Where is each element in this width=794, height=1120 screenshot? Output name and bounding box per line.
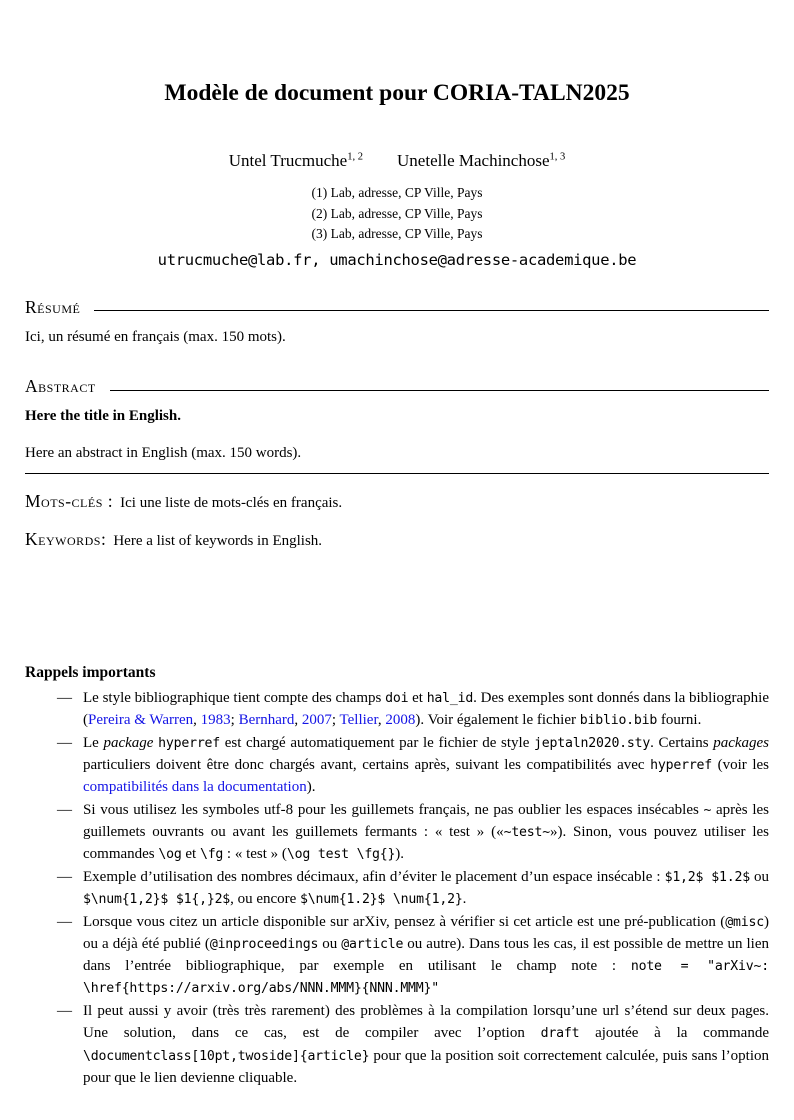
- abstract-rule: [110, 390, 769, 391]
- inline-code: @inproceedings: [209, 937, 319, 953]
- resume-rule: [94, 310, 769, 311]
- abstract-text: Here an abstract in English (max. 150 words).: [25, 443, 769, 474]
- item-bullet: —: [57, 869, 72, 886]
- section-title: Rappels importants: [25, 663, 156, 681]
- inline-code: $\num{1,2}$ $1{,}2$: [83, 892, 231, 908]
- emphasis-text: packages: [713, 734, 769, 751]
- item-text: Il peut aussi y avoir (très très rarement) des problèmes à la compilation lorsqu’une url s’étend sur deux pages. Une solution, dans ce cas, est de compiler avec l’option draft ajoutée à la commande \documentclass[10pt,twoside]{article} pour que la position soit correctement calculée, puis sans l’option pour que le lien devienne cliquable.: [83, 1003, 769, 1086]
- hyperlink[interactable]: Tellier: [339, 711, 378, 728]
- inline-code: ~test~: [503, 825, 551, 841]
- author-emails: utrucmuche@lab.fr, umachinchose@adresse-academique.be: [157, 250, 637, 269]
- hyperlink[interactable]: compatibilités dans la documentation: [83, 778, 307, 795]
- affiliation-1: (1) Lab, adresse, CP Ville, Pays: [311, 185, 483, 200]
- list-item: [57, 687, 769, 731]
- author-1-affiliation-marks: 1, 2: [347, 151, 364, 163]
- item-text: Lorsque vous citez un article disponible sur arXiv, pensez à vérifier si cet article est une pré-publication (@misc) ou a déjà été publié (@inproceedings ou @article ou autre). Dans tous les cas, il est possible de mettre un lien dans l’entrée bibliographique, par exemple en utilisant le champ note : note = "arXiv~: \href{https://arxiv.org/abs/NNN.MMM}{NNN.MMM}": [83, 914, 770, 997]
- resume-text: Ici, un résumé en français (max. 150 mots).: [25, 328, 286, 345]
- author-1-name: Untel Trucmuche: [228, 151, 348, 170]
- keywords-line: [25, 529, 769, 550]
- inline-code: doi: [385, 690, 409, 706]
- keywords-label: Keywords:: [25, 528, 107, 549]
- author-2: [397, 151, 565, 170]
- hyperlink[interactable]: 1983: [200, 711, 231, 728]
- motscles-line: [25, 491, 769, 512]
- motscles-text: Ici une liste de mots-clés en français.: [120, 494, 343, 511]
- list-item: [57, 1000, 769, 1088]
- inline-code: \og: [158, 847, 182, 863]
- item-text: Le package hyperref est chargé automatiquement par le fichier de style jeptaln2020.sty. Certains packages particuliers doivent être donc chargés avant, certains après, suivant les compatibilités avec hyperref (voir les compatibilités dans la documentation).: [83, 734, 769, 795]
- affiliation-3: (3) Lab, adresse, CP Ville, Pays: [311, 226, 483, 241]
- item-text: Si vous utilisez les symboles utf-8 pour les guillemets français, ne pas oublier les espaces insécables ~ après les guillemets ouvrants ou avant les guillemets fermants : « test » («~test~»). Sinon, vous pouvez utiliser les commandes \og et \fg : « test » (\og test \fg{}).: [83, 801, 769, 863]
- inline-code: \fg: [199, 847, 224, 863]
- emphasis-text: package: [103, 734, 154, 751]
- inline-code: biblio.bib: [579, 712, 658, 728]
- author-2-affiliation-marks: 1, 3: [549, 151, 566, 163]
- inline-code: jeptaln2020.sty: [534, 735, 651, 751]
- inline-code: \documentclass[10pt,twoside]{article}: [83, 1048, 370, 1064]
- list-item: [57, 866, 769, 910]
- item-text: Le style bibliographique tient compte des champs doi et hal_id. Des exemples sont donnés dans la bibliographie (Pereira & Warren, 1983; Bernhard, 2007; Tellier, 2008). Voir également le fichier biblio.bib fourni.: [83, 689, 769, 728]
- hyperlink[interactable]: 2008: [385, 711, 416, 728]
- inline-code: $\num{1.2}$ \num{1,2}: [300, 892, 463, 908]
- item-bullet: —: [57, 801, 72, 818]
- item-bullet: —: [57, 689, 72, 706]
- paper-title: Modèle de document pour CORIA-TALN2025: [164, 80, 630, 106]
- inline-code: hal_id: [426, 690, 474, 706]
- inline-code: $1,2$ $1.2$: [664, 870, 750, 886]
- list-item: [57, 911, 769, 999]
- author-2-name: Unetelle Machinchose: [397, 151, 550, 170]
- inline-code: @misc: [725, 915, 764, 931]
- author-1: [229, 151, 363, 170]
- hyperlink[interactable]: 2007: [301, 711, 332, 728]
- item-text: Exemple d’utilisation des nombres décimaux, afin d’éviter le placement d’un espace insécable : $1,2$ $1.2$ ou $\num{1,2}$ $1{,}2$, ou encore $\num{1.2}$ \num{1,2}.: [83, 869, 769, 908]
- inline-code: hyperref: [158, 735, 221, 751]
- item-bullet: —: [57, 914, 72, 931]
- inline-code: hyperref: [650, 757, 713, 773]
- inline-code: ~: [703, 802, 712, 818]
- inline-code: @article: [341, 937, 404, 953]
- item-bullet: —: [57, 734, 72, 751]
- keywords-text: Here a list of keywords in English.: [113, 532, 323, 549]
- abstract-label: Abstract: [25, 376, 96, 397]
- authors-line: [25, 151, 769, 171]
- english-title: Here the title in English.: [25, 408, 181, 425]
- reminder-list: [57, 687, 769, 1089]
- inline-code: note = "arXiv~: \href{https://arxiv.org/abs/NNN.MMM}{NNN.MMM}": [83, 959, 769, 997]
- resume-label: Résumé: [25, 296, 81, 317]
- resume-heading: [25, 297, 769, 318]
- list-item: [57, 732, 769, 798]
- inline-code: draft: [540, 1026, 580, 1042]
- item-bullet: —: [57, 1003, 72, 1020]
- affiliation-2: (2) Lab, adresse, CP Ville, Pays: [311, 205, 483, 221]
- affiliations-block: [25, 183, 769, 245]
- hyperlink[interactable]: Bernhard: [238, 711, 295, 728]
- motscles-label: Mots-clés :: [25, 490, 114, 511]
- inline-code: \og test \fg{}: [286, 847, 396, 863]
- list-item: [57, 799, 769, 865]
- abstract-heading: [25, 376, 769, 397]
- hyperlink[interactable]: Pereira & Warren: [88, 711, 194, 728]
